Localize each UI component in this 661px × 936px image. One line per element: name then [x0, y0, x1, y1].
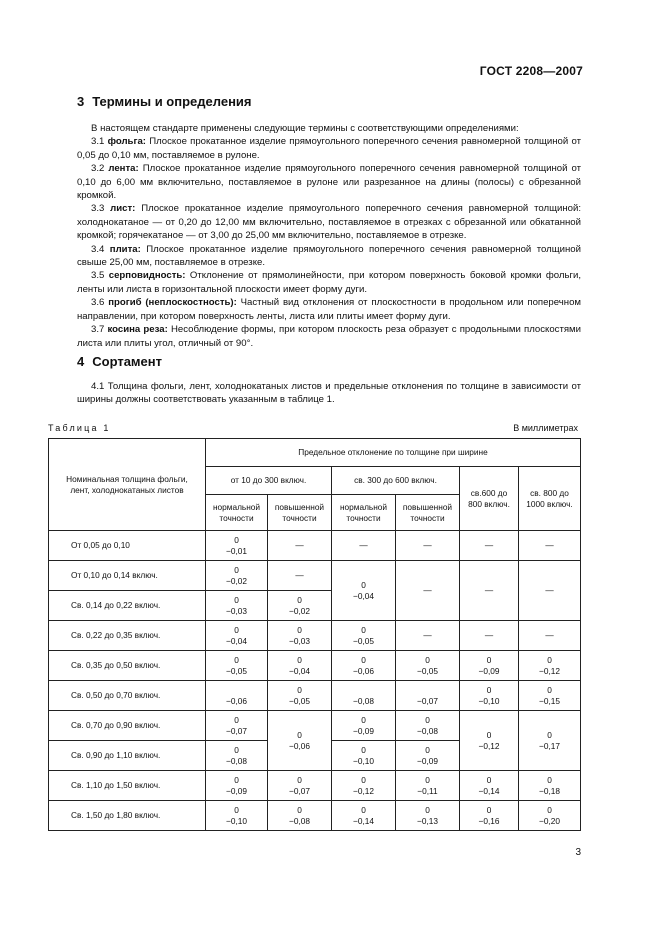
- row-header: От 0,05 до 0,10: [49, 531, 206, 561]
- intro-paragraph: В настоящем стандарте применены следующие термины с соответствующими определениями:: [91, 123, 519, 134]
- table-cell: 0 −0,05: [206, 651, 268, 681]
- table-cell: 0 −0,12: [332, 771, 396, 801]
- term-definition: Плоское прокатанное изделие прямоугольного поперечного сечения равномерной толщиной от 0,05 до 0,10 мм, поставляемое в рулоне.: [77, 136, 581, 161]
- table-cell: —: [460, 621, 519, 651]
- section-3-heading: [77, 94, 252, 109]
- column-header-group: Предельное отклонение по толщине при ширине: [206, 439, 581, 467]
- table-cell: 0 −0,08: [396, 711, 460, 741]
- term-name: лента:: [108, 163, 139, 175]
- term-3-7: [77, 323, 581, 350]
- term-number: 3.5: [91, 270, 105, 282]
- table-cell: 0 −0,14: [460, 771, 519, 801]
- table-cell: 0 −0,04: [206, 621, 268, 651]
- term-name: лист:: [110, 203, 136, 215]
- table-cell: 0 −0,04: [332, 561, 396, 621]
- table-row: [49, 681, 581, 711]
- table-row: [49, 531, 581, 561]
- section-title: Сортамент: [92, 354, 162, 369]
- term-3-6: [77, 296, 581, 323]
- column-header-high: повышенной точности: [268, 495, 332, 531]
- column-header-high: повышенной точности: [396, 495, 460, 531]
- column-header-width-3: св.600 до 800 включ.: [460, 467, 519, 531]
- table-cell: 0 −0,09: [460, 651, 519, 681]
- table-cell: 0 −0,06: [332, 651, 396, 681]
- table-cell: 0 −0,08: [268, 801, 332, 831]
- table-row: [49, 651, 581, 681]
- table-label: Таблица 1: [48, 423, 111, 433]
- table-cell: —: [268, 561, 332, 591]
- table-cell: —: [396, 561, 460, 621]
- term-definition: Частный вид отклонения от плоскостности в продольном или поперечном направлении, при котором поверхность ленты, листа или плиты имеет форму дуги.: [77, 297, 582, 322]
- table-cell: 0 −0,02: [268, 591, 332, 621]
- table-cell: —: [519, 531, 581, 561]
- table-cell: 0 −0,05: [268, 681, 332, 711]
- section-number: 3: [77, 94, 85, 109]
- term-name: фольга:: [107, 136, 146, 148]
- table-cell: 0 −0,09: [206, 771, 268, 801]
- table-1: [48, 438, 581, 831]
- term-3-5: [77, 269, 581, 296]
- row-header: Св. 0,90 до 1,10 включ.: [49, 741, 206, 771]
- table-cell: —: [396, 531, 460, 561]
- table-cell: 0 −0,17: [519, 711, 581, 771]
- table-cell: 0 −0,05: [396, 651, 460, 681]
- table-unit: В миллиметрах: [513, 423, 578, 433]
- table-cell: 0 −0,09: [396, 741, 460, 771]
- table-cell: —: [268, 531, 332, 561]
- term-3-1: [77, 135, 581, 162]
- row-header: Св. 0,50 до 0,70 включ.: [49, 681, 206, 711]
- table-cell: 0 −0,08: [206, 741, 268, 771]
- table-cell: 0 −0,05: [332, 621, 396, 651]
- table-cell: —: [519, 621, 581, 651]
- table-cell: 0 −0,04: [268, 651, 332, 681]
- table-cell: 0 −0,09: [332, 711, 396, 741]
- term-definition: Плоское прокатанное изделие прямоугольного поперечного сечения равномерной толщиной от 0,10 до 6,00 мм включительно, поставляемое в рулоне или разрезанное на длины (полосы) с обрезанной кромкой.: [77, 163, 581, 202]
- column-header-normal: нормальной точности: [206, 495, 268, 531]
- table-cell: 0 −0,12: [460, 711, 519, 771]
- section-3-body: [77, 122, 581, 350]
- table-cell: —: [460, 561, 519, 621]
- term-name: косина реза:: [107, 324, 168, 336]
- table-cell: 0 −0,18: [519, 771, 581, 801]
- row-header: Св. 0,22 до 0,35 включ.: [49, 621, 206, 651]
- table-header-row: [49, 439, 581, 467]
- term-number: 3.1: [91, 136, 105, 148]
- column-header-normal: нормальной точности: [332, 495, 396, 531]
- column-header-width-2: св. 300 до 600 включ.: [332, 467, 460, 495]
- row-header: Св. 0,14 до 0,22 включ.: [49, 591, 206, 621]
- section-number: 4: [77, 354, 85, 369]
- column-header-thickness: Номинальная толщина фольги, лент, холоднокатаных листов: [49, 439, 206, 531]
- term-number: 3.7: [91, 324, 105, 336]
- row-header: Св. 1,10 до 1,50 включ.: [49, 771, 206, 801]
- table-row: [49, 711, 581, 741]
- table-cell: 0 −0,14: [332, 801, 396, 831]
- table-cell: 0 −0,03: [268, 621, 332, 651]
- table-cell: 0 −0,11: [396, 771, 460, 801]
- table-cell: 0 −0,12: [519, 651, 581, 681]
- row-header: Св. 0,35 до 0,50 включ.: [49, 651, 206, 681]
- table-cell: —: [460, 531, 519, 561]
- table-cell: −0,07: [396, 681, 460, 711]
- term-definition: Несоблюдение формы, при котором плоскость реза образует с продольными плоскостями листа или плиты угол, отличный от 90°.: [77, 324, 582, 349]
- term-3-4: [77, 243, 581, 270]
- table-row: [49, 561, 581, 591]
- section-4-body: [77, 380, 581, 407]
- row-header: От 0,10 до 0,14 включ.: [49, 561, 206, 591]
- row-header: Св. 0,70 до 0,90 включ.: [49, 711, 206, 741]
- term-3-3: [77, 202, 581, 242]
- term-name: серповидность:: [108, 270, 186, 282]
- table-cell: 0 −0,10: [460, 681, 519, 711]
- table-row: [49, 771, 581, 801]
- term-number: 3.6: [91, 297, 105, 309]
- row-header: Св. 1,50 до 1,80 включ.: [49, 801, 206, 831]
- table-cell: 0 −0,06: [268, 711, 332, 771]
- table-cell: 0 −0,03: [206, 591, 268, 621]
- table-cell: 0 −0,20: [519, 801, 581, 831]
- term-number: 3.2: [91, 163, 105, 175]
- paragraph-4-1: 4.1 Толщина фольги, лент, холоднокатаных листов и предельные отклонения по толщине в зависимости от ширины должны соответствовать указанным в таблице 1.: [77, 381, 581, 406]
- table-cell: 0 −0,01: [206, 531, 268, 561]
- page-number: 3: [575, 847, 581, 858]
- table-cell: 0 −0,15: [519, 681, 581, 711]
- table-cell: —: [332, 531, 396, 561]
- column-header-width-1: от 10 до 300 включ.: [206, 467, 332, 495]
- term-name: прогиб (неплоскостность):: [108, 297, 237, 309]
- table-cell: —: [396, 621, 460, 651]
- term-definition: Плоское прокатанное изделие прямоугольного поперечного сечения равномерной толщиной свыше 25,00 мм, поставляемое в отрезке.: [77, 243, 581, 269]
- term-definition: Отклонение от прямолинейности, при котором поверхность боковой кромки фольги, ленты или листа в горизонтальной плоскости имеет форму дуги.: [77, 270, 581, 295]
- table-cell: −0,06: [206, 681, 268, 711]
- table-row: [49, 801, 581, 831]
- table-cell: 0 −0,13: [396, 801, 460, 831]
- term-3-2: [77, 162, 581, 202]
- term-definition: Плоское прокатанное изделие прямоугольного поперечного сечения равномерной толщиной: холоднокатаное — от 0,20 до 12,00 мм включительно, поставляемое в отрезках с обрезанной или обкатанной кромкой; горячекатаное — от 3,00 до 25,00 мм включительно, поставляемое в отрезке.: [77, 203, 582, 242]
- table-cell: 0 −0,10: [332, 741, 396, 771]
- term-number: 3.3: [91, 203, 105, 215]
- table-cell: −0,08: [332, 681, 396, 711]
- term-name: плита:: [109, 243, 141, 255]
- table-cell: 0 −0,02: [206, 561, 268, 591]
- term-number: 3.4: [91, 243, 105, 255]
- table-row: [49, 621, 581, 651]
- table-cell: 0 −0,16: [460, 801, 519, 831]
- document-id: ГОСТ 2208—2007: [479, 64, 583, 78]
- section-4-heading: [77, 354, 162, 369]
- column-header-width-4: св. 800 до 1000 включ.: [519, 467, 581, 531]
- table-cell: —: [519, 561, 581, 621]
- section-title: Термины и определения: [92, 94, 252, 109]
- table-cell: 0 −0,07: [268, 771, 332, 801]
- table-cell: 0 −0,10: [206, 801, 268, 831]
- table-cell: 0 −0,07: [206, 711, 268, 741]
